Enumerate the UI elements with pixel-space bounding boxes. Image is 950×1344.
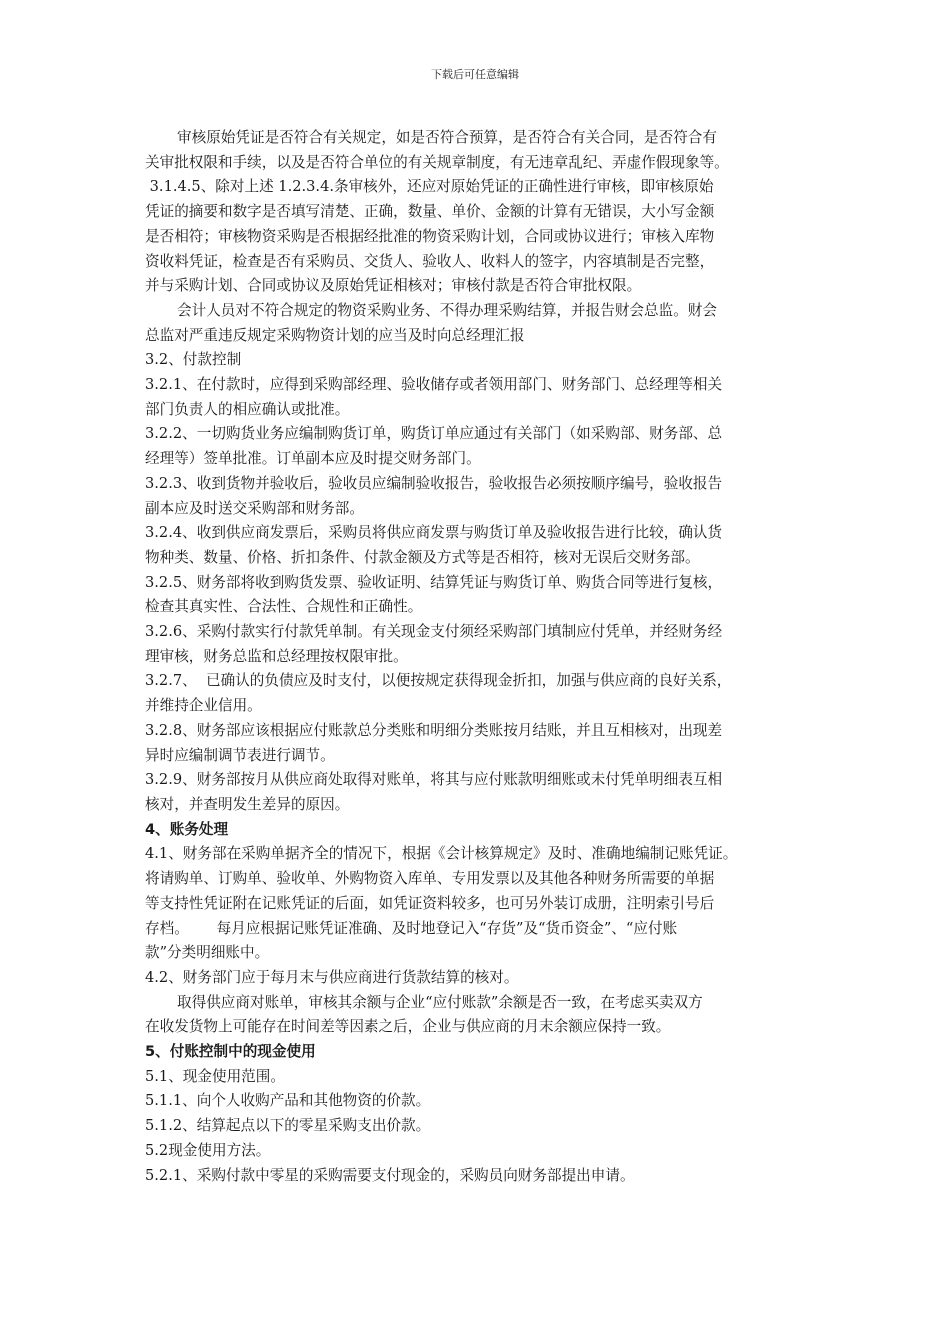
text-line: 3.1.4.5、除对上述 1.2.3.4.条审核外，还应对原始凭证的正确性进行审核，即审核原始 xyxy=(145,178,714,196)
text-line: 会计人员对不符合规定的物资采购业务、不得办理采购结算，并报告财会总监。财会 xyxy=(177,301,717,319)
text-line: 物种类、数量、价格、折扣条件、付款金额及方式等是否相符，核对无误后交财务部。 xyxy=(145,548,700,566)
text-line: 3.2、付款控制 xyxy=(145,351,242,369)
text-line: 理审核，财务总监和总经理按权限审批。 xyxy=(145,647,408,665)
text-line: 检查其真实性、合法性、合规性和正确性。 xyxy=(145,598,423,616)
text-line: 5.1、现金使用范围。 xyxy=(145,1067,285,1085)
text-line: 3.2.7、 已确认的负债应及时支付，以便按规定获得现金折扣，加强与供应商的良好关系， xyxy=(145,672,732,690)
page-header: 下载后可任意编辑 xyxy=(431,68,519,81)
text-line: 5.2.1、采购付款中零星的采购需要支付现金的，采购员向财务部提出申请。 xyxy=(145,1166,635,1184)
text-line: 将请购单、订购单、验收单、外购物资入库单、专用发票以及其他各种财务所需要的单据 xyxy=(145,870,715,888)
text-line: 3.2.3、收到货物并验收后，验收员应编制验收报告，验收报告必须按顺序编号，验收报告 xyxy=(145,474,723,492)
text-line: 并维持企业信用。 xyxy=(145,697,262,715)
text-line: 关审批权限和手续，以及是否符合单位的有关规章制度，有无违章乱纪、弄虚作假现象等。 xyxy=(145,153,729,171)
text-line: 3.2.2、一切购货业务应编制购货订单，购货订单应通过有关部门（如采购部、财务部、总 xyxy=(145,425,723,443)
text-line: 3.2.5、财务部将收到购货发票、验收证明、结算凭证与购货订单、购货合同等进行复核， xyxy=(145,573,723,591)
text-line: 凭证的摘要和数字是否填写清楚、正确，数量、单价、金额的计算有无错误，大小写金额 xyxy=(145,203,715,221)
text-line: 存档。 每月应根据记账凭证准确、及时地登记入“存货”及“货币资金”、“应付账 xyxy=(145,919,678,937)
text-line: 3.2.4、收到供应商发票后，采购员将供应商发票与购货订单及验收报告进行比较，确认货 xyxy=(145,524,723,542)
text-line: 4.1、财务部在采购单据齐全的情况下，根据《会计核算规定》及时、准确地编制记账凭证。 xyxy=(145,845,738,863)
text-line: 资收料凭证，检查是否有采购员、交货人、验收人、收料人的签字，内容填制是否完整， xyxy=(145,252,715,270)
text-line: 3.2.6、采购付款实行付款凭单制。有关现金支付须经采购部门填制应付凭单，并经财务经 xyxy=(145,623,723,641)
text-line: 3.2.9、财务部按月从供应商处取得对账单，将其与应付账款明细账或未付凭单明细表互相 xyxy=(145,771,723,789)
text-line: 5.1.2、结算起点以下的零星采购支出价款。 xyxy=(145,1117,431,1135)
text-line: 款”分类明细账中。 xyxy=(145,944,270,962)
section-heading: 5、付账控制中的现金使用 xyxy=(145,1043,316,1061)
text-line: 经理等）签单批准。订单副本应及时提交财务部门。 xyxy=(145,450,481,468)
text-line: 在收发货物上可能存在时间差等因素之后，企业与供应商的月末余额应保持一致。 xyxy=(145,1018,671,1036)
text-line: 等支持性凭证附在记账凭证的后面，如凭证资料较多，也可另外装订成册，注明索引号后 xyxy=(145,894,715,912)
text-line: 4.2、财务部门应于每月末与供应商进行货款结算的核对。 xyxy=(145,968,519,986)
text-line: 5.2现金使用方法。 xyxy=(145,1141,271,1159)
text-line: 异时应编制调节表进行调节。 xyxy=(145,746,335,764)
section-heading: 4、账务处理 xyxy=(145,820,229,838)
text-line: 是否相符；审核物资采购是否根据经批准的物资采购计划，合同或协议进行；审核入库物 xyxy=(145,227,715,245)
text-line: 3.2.1、在付款时，应得到采购部经理、验收储存或者领用部门、财务部门、总经理等相关 xyxy=(145,376,723,394)
text-line: 审核原始凭证是否符合有关规定，如是否符合预算，是否符合有关合同，是否符合有 xyxy=(177,129,717,146)
text-line: 3.2.8、财务部应该根据应付账款总分类账和明细分类账按月结账，并且互相核对，出现差 xyxy=(145,721,723,739)
text-line: 取得供应商对账单，审核其余额与企业“应付账款”余额是否一致，在考虑买卖双方 xyxy=(177,993,703,1011)
text-line: 副本应及时送交采购部和财务部。 xyxy=(145,499,364,517)
text-line: 核对，并查明发生差异的原因。 xyxy=(145,795,350,813)
text-line: 并与采购计划、合同或协议及原始凭证相核对；审核付款是否符合审批权限。 xyxy=(145,277,642,295)
text-line: 总监对严重违反规定采购物资计划的应当及时向总经理汇报 xyxy=(145,326,525,344)
text-line: 部门负责人的相应确认或批准。 xyxy=(145,400,350,418)
document-body xyxy=(145,126,825,1188)
text-line: 5.1.1、向个人收购产品和其他物资的价款。 xyxy=(145,1092,431,1110)
